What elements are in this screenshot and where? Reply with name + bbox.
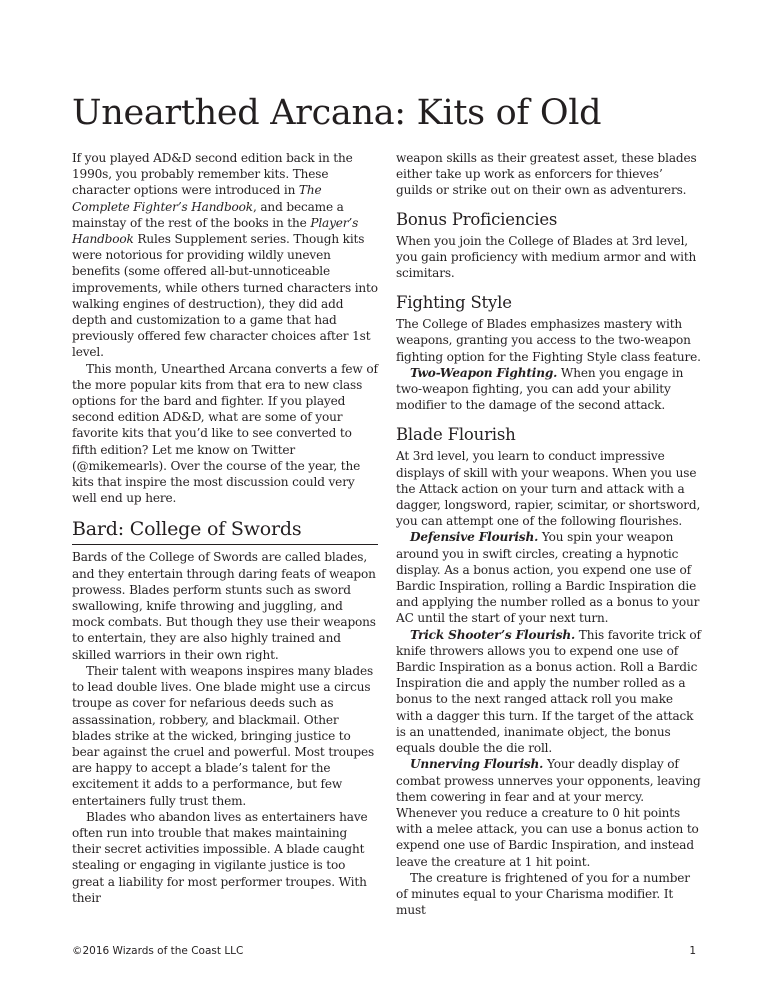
bard-paragraph-2: Their talent with weapons inspires many blades to lead double lives. One blade might use a circus troupe as cover for nefarious deeds such as assassination, robbery, and blackmail. Other blades strike at the wicked, bringing justice to bear against the cruel and powerful. Most troupes are happy to accept a blade’s talent for the excitement it adds to a performance, but few entertainers fully trust them. <box>72 663 375 808</box>
two-weapon-fighting-paragraph <box>396 365 702 414</box>
intro-text: , and became a mainstay of the rest of the books in the <box>72 199 344 230</box>
blade-flourish-text: At 3rd level, you learn to conduct impressive displays of skill with your weapons. When you use the Attack action on your turn and attack with a dagger, longsword, rapier, scimitar, or shortsword, you can attempt one of the following flourishes. <box>396 449 701 529</box>
unnerving-flourish-text: Your deadly display of combat prowess unnerves your opponents, leaving them cowering in fear and at your mercy. Whenever you reduce a creature to 0 hit points with a melee attack, you can use a bonus action to expend one use of Bardic Inspiration, and instead leave the creature at 1 hit point. <box>396 757 701 869</box>
two-weapon-fighting-lead: Two-Weapon Fighting. <box>410 365 558 380</box>
bard-paragraph-3-continued: weapon skills as their greatest asset, these blades either take up work as enforcers for thieves’ guilds or strike out on their own as adventurers. <box>396 151 697 198</box>
footer-copyright: ©2016 Wizards of the Coast LLC <box>72 945 244 957</box>
left-column <box>72 150 378 906</box>
two-weapon-fighting-text: When you engage in two-weapon fighting, you can add your ability modifier to the damage of the second attack. <box>396 365 684 413</box>
right-column <box>396 150 702 918</box>
book-title-fighters-handbook: The Complete Fighter’s Handbook <box>72 183 322 214</box>
unnerving-flourish-lead: Unnerving Flourish. <box>410 757 544 772</box>
page-number: 1 <box>689 945 696 957</box>
intro-text: If you played AD&D second edition back in the 1990s, you probably remember kits. These character options were introduced in <box>72 151 353 198</box>
subheading-fighting-style: Fighting Style <box>396 293 512 313</box>
subheading-blade-flourish: Blade Flourish <box>396 425 516 445</box>
bard-paragraph-1: Bards of the College of Swords are called blades, and they entertain through daring feats of weapon prowess. Blades perform stunts such as sword swallowing, knife throwing and juggling, and mock combats. But though they use their weapons to entertain, they are also highly trained and skilled warriors in their own right. <box>72 550 376 662</box>
fighting-style-text: The College of Blades emphasizes mastery with weapons, granting you access to the two-weapon fighting option for the Fighting Style class feature. <box>396 317 701 364</box>
trick-shooter-flourish-paragraph <box>396 627 702 757</box>
intro-text: Rules Supplement series. Though kits were notorious for providing wildly uneven benefits (some offered all-but-unnoticeable improvements, while others turned characters into walking engines of destruction), they did add depth and customization to a game that had previously offered few character choices after 1st level. <box>72 232 378 360</box>
defensive-flourish-paragraph <box>396 529 702 626</box>
intro-paragraph-2: This month, Unearthed Arcana converts a few of the more popular kits from that era to new class options for the bard and fighter. If you played second edition AD&D, what are some of your favorite kits that you’d like to see converted to fifth edition? Let me know on Twitter (@mikemearls). Over the course of the year, the kits that inspire the most discussion could very well end up here. <box>72 361 378 506</box>
intro-paragraph <box>72 150 378 361</box>
unnerving-flourish-paragraph <box>396 756 702 869</box>
frightened-paragraph: The creature is frightened of you for a number of minutes equal to your Charisma modifier. It must <box>396 870 690 918</box>
defensive-flourish-text: You spin your weapon around you in swift circles, creating a hypnotic display. As a bonus action, you expend one use of Bardic Inspiration, rolling a Bardic Inspiration die and applying the number rolled as a bonus to your AC until the start of your next turn. <box>396 530 700 626</box>
defensive-flourish-lead: Defensive Flourish. <box>410 530 539 545</box>
trick-shooter-flourish-text: This favorite trick of knife throwers allows you to expend one use of Bardic Inspiration as a bonus action. Roll a Bardic Inspiration die and apply the number rolled as a bonus to the next ranged attack roll you make with a dagger this turn. If the target of the attack is an unattended, inanimate object, the bonus equals double the die roll. <box>396 627 701 756</box>
page-title: Unearthed Arcana: Kits of Old <box>72 93 602 133</box>
subheading-bonus-proficiencies: Bonus Proficiencies <box>396 209 558 229</box>
trick-shooter-flourish-lead: Trick Shooter’s Flourish. <box>410 627 576 642</box>
bard-paragraph-3: Blades who abandon lives as entertainers have often run into trouble that makes maintaining their secret activities impossible. A blade caught stealing or engaging in vigilante justice is too great a liability for most performer troupes. With their <box>72 809 368 905</box>
bonus-proficiencies-text: When you join the College of Blades at 3rd level, you gain proficiency with medium armor and with scimitars. <box>396 233 697 281</box>
section-heading-bard: Bard: College of Swords <box>72 517 378 545</box>
book-title-players-handbook: Player’s Handbook <box>72 215 359 247</box>
